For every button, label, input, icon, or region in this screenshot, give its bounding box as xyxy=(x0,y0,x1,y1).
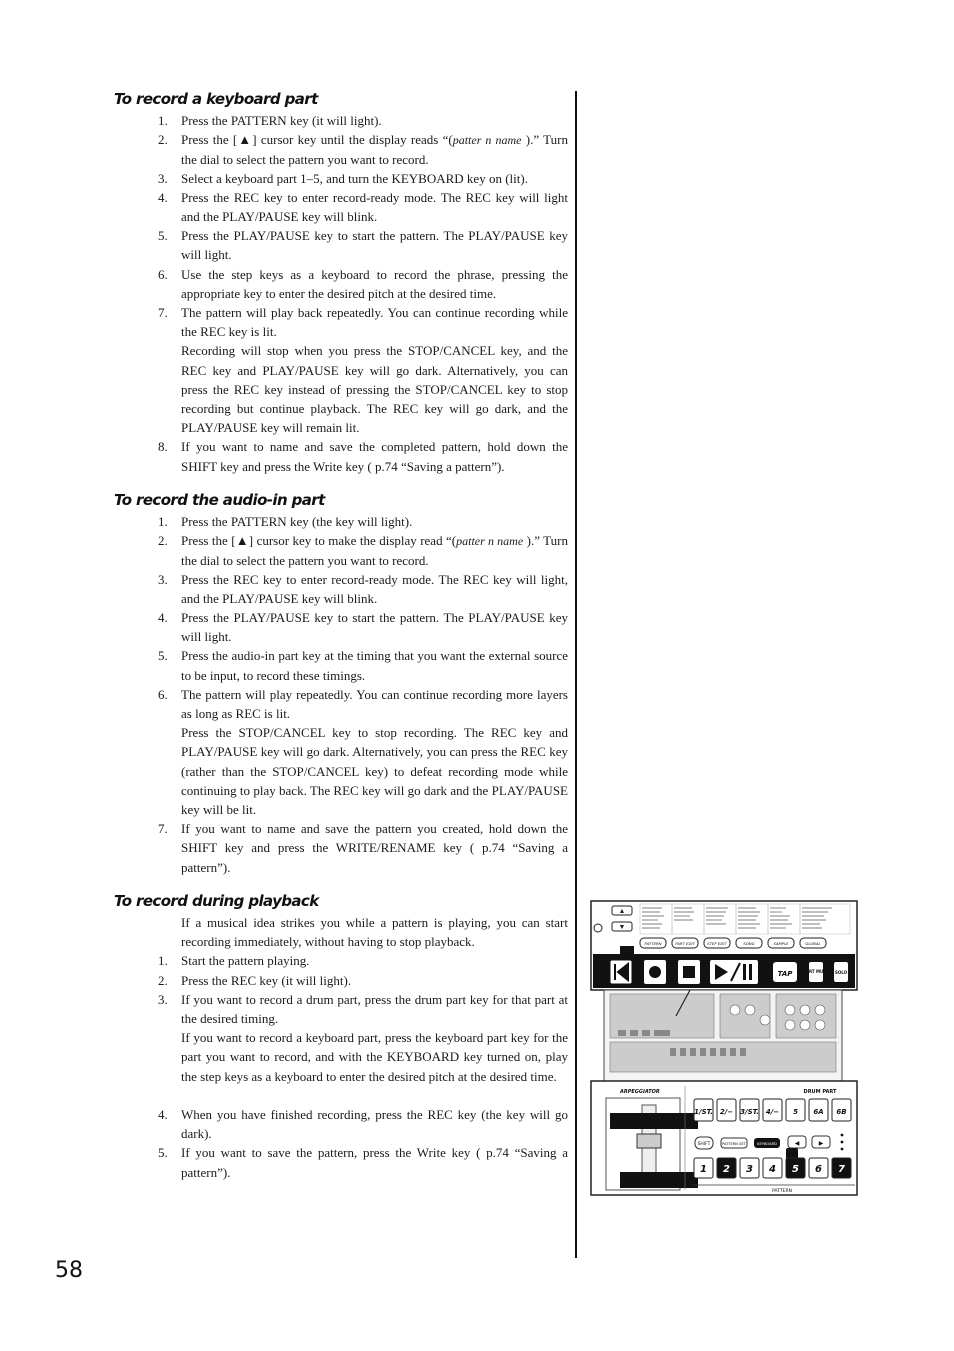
instruction-step xyxy=(114,111,568,130)
step-key-label: 1 xyxy=(700,1164,707,1175)
step-text: Press the STOP/CANCEL key to stop recording. The REC key and PLAY/PAUSE key will go dark. Alternatively, you can press the REC key (rather than the STOP/CANCEL key) to defeat recording mode while continuing to play back. The REC key will go dark and the PLAY/PAUSE key will be lit. xyxy=(181,725,568,817)
step-text: The pattern will play repeatedly. You can continue recording more layers as long as REC is lit. xyxy=(181,686,568,721)
instruction-step xyxy=(114,1028,568,1105)
step-number: 4. xyxy=(158,610,168,625)
step-key-label: 3 xyxy=(746,1164,753,1175)
step-number: 6. xyxy=(158,266,168,282)
step-text: Recording will stop when you press the STOP/CANCEL key, and the REC key and PLAY/PAUSE key will go dark. Alternatively, you can press the REC key instead of pressing the STOP/CANCEL key to stop recording but continue playback. The REC key will go dark, and the PLAY/PAUSE key will remain lit. xyxy=(181,343,568,436)
step-text: If a musical idea strikes you while a pattern is playing, you can start recording immediately, without having to stop playback. xyxy=(181,915,568,950)
svg-text:DRUM PART: DRUM PART xyxy=(803,1089,837,1095)
step-text: If you want to record a keyboard part, press the keyboard part key for the part you want to record, and with the KEYBOARD key turned on, play the step keys as a keyboard to enter the desired pitch at the desired time. xyxy=(181,1030,568,1084)
instruction-step xyxy=(114,265,568,303)
instruction-step xyxy=(114,723,568,819)
mode-key-label: GLOBAL xyxy=(805,941,821,946)
instruction-step xyxy=(114,685,568,723)
mode-key-label: SONG xyxy=(743,941,755,946)
step-number: 4. xyxy=(158,1107,168,1122)
step-text: Press the REC key (it will light). xyxy=(181,972,352,988)
column-divider xyxy=(575,91,577,1258)
instruction-step xyxy=(114,990,568,1028)
step-text: Start the pattern playing. xyxy=(181,953,310,969)
step-key-label: 7 xyxy=(838,1164,845,1175)
step-text-part: Press the [▲] cursor key to make the display read “( xyxy=(181,533,457,549)
instruction-step xyxy=(114,951,568,970)
step-number: 2. xyxy=(158,972,168,988)
step-text-part: Press the [▲] cursor key until the display reads “( xyxy=(181,132,453,148)
svg-text:PART MUTE: PART MUTE xyxy=(803,969,829,974)
step-text: Press the PLAY/PAUSE key to start the pattern. The PLAY/PAUSE key will light. xyxy=(181,610,568,645)
page-number: 58 xyxy=(55,1258,83,1283)
step-number: 5. xyxy=(158,228,168,244)
step-number: 1. xyxy=(158,514,168,529)
step-text: Press the REC key to enter record-ready mode. The REC key will light, and the PLAY/PAUSE key will blink. xyxy=(181,571,568,606)
instruction-step xyxy=(114,226,568,264)
step-number: 2. xyxy=(158,132,168,148)
step-text: Press the PLAY/PAUSE key to start the pattern. The PLAY/PAUSE key will light. xyxy=(181,228,568,263)
step-text: If you want to record a drum part, press the drum part key for that part at the desired timing. xyxy=(181,991,568,1026)
instruction-step xyxy=(114,819,568,877)
step-text: When you have finished recording, press the REC key (the key will go dark). xyxy=(181,1107,568,1142)
step-number: 6. xyxy=(158,686,168,702)
mode-key-label: PATTERN xyxy=(644,941,662,946)
drum-part-key-label: 6B xyxy=(836,1108,847,1116)
step-text xyxy=(181,130,568,169)
step-key-label: 6 xyxy=(815,1164,822,1175)
svg-text:SHIFT: SHIFT xyxy=(697,1142,711,1147)
drum-part-keys xyxy=(694,1099,851,1121)
step-text: If you want to save the pattern, press the Write key ( p.74 “Saving a pattern”). xyxy=(181,1145,568,1180)
instruction-step xyxy=(114,971,568,990)
step-text: If you want to name and save the completed pattern, hold down the SHIFT key and press the Write key ( p.74 “Saving a pattern”). xyxy=(181,439,568,474)
step-number: 7. xyxy=(158,821,168,837)
step-number: 3. xyxy=(158,991,168,1007)
step-number: 5. xyxy=(158,1145,168,1161)
step-text-part: ).” Turn the dial to select the pattern you want to record. xyxy=(181,132,568,168)
instruction-step xyxy=(114,188,568,226)
svg-text:▶: ▶ xyxy=(818,1141,824,1147)
step-text-part: ).” Turn the dial to select the pattern you want to record. xyxy=(181,533,568,569)
step-number: 1. xyxy=(158,113,168,128)
step-key-label: 4 xyxy=(769,1164,776,1175)
step-number: 8. xyxy=(158,439,168,455)
mode-key-label: PART EDIT xyxy=(675,941,695,946)
drum-part-key-label: 3/ST. xyxy=(740,1108,759,1116)
svg-text:▲: ▲ xyxy=(618,907,626,915)
step-key-label: 2 xyxy=(723,1164,730,1175)
instruction-step xyxy=(114,646,568,684)
step-text: If you want to name and save the pattern you created, hold down the SHIFT key and press the WRITE/RENAME key ( p.74 “Saving a pattern”). xyxy=(181,821,568,875)
svg-text:PATTERN: PATTERN xyxy=(772,1189,792,1194)
step-text: The pattern will play back repeatedly. You can continue recording while the REC key is lit. xyxy=(181,305,568,340)
step-number: 3. xyxy=(158,571,168,587)
svg-text:ARPEGGIATOR: ARPEGGIATOR xyxy=(620,1089,660,1095)
instruction-step xyxy=(114,130,568,168)
section-heading: To record during playback xyxy=(114,892,319,910)
drum-part-key-label: 4/− xyxy=(765,1108,780,1116)
svg-text:▼: ▼ xyxy=(618,923,626,931)
instruction-step xyxy=(114,1105,568,1143)
instruction-step xyxy=(114,531,568,569)
step-number: 4. xyxy=(158,189,168,205)
instruction-step xyxy=(114,341,568,437)
drum-part-key-label: 1/ST. xyxy=(694,1108,713,1116)
step-number: 3. xyxy=(158,170,168,186)
drum-part-key-label: 2/− xyxy=(719,1108,734,1116)
drum-part-key-label: 6A xyxy=(813,1108,824,1116)
step-number: 1. xyxy=(158,953,168,969)
instruction-step xyxy=(114,608,568,646)
step-text: Press the audio-in part key at the timing that you want the external source to be input, to record these timings. xyxy=(181,648,568,683)
svg-text:SOLO: SOLO xyxy=(834,970,848,975)
svg-text:PATTERN SET: PATTERN SET xyxy=(722,1142,746,1146)
step-keys xyxy=(694,1158,851,1178)
step-number: 5. xyxy=(158,648,168,664)
step-key-label: 5 xyxy=(792,1164,799,1175)
display-name-placeholder: patter n name xyxy=(456,534,524,549)
step-text: Press the PATTERN key (it will light). xyxy=(181,113,382,128)
mode-key-label: SAMPLE xyxy=(773,941,789,946)
mode-key-label: STEP EDIT xyxy=(707,941,727,946)
svg-text:◀: ◀ xyxy=(794,1141,800,1147)
step-text: Press the PATTERN key (the key will light). xyxy=(181,514,413,529)
step-number: 7. xyxy=(158,305,168,320)
step-text: Use the step keys as a keyboard to record the phrase, pressing the appropriate key to enter the desired pitch at the desired time. xyxy=(181,266,568,301)
instruction-step xyxy=(114,913,568,951)
section-heading: To record the audio-in part xyxy=(114,491,325,509)
step-text: Press the REC key to enter record-ready mode. The REC key will light and the PLAY/PAUSE key will blink. xyxy=(181,189,568,224)
instruction-step xyxy=(114,437,568,475)
drum-part-key-label: 5 xyxy=(793,1108,798,1116)
device-panel-illustration xyxy=(590,900,858,1196)
instruction-step xyxy=(114,303,568,341)
svg-text:KEYBOARD: KEYBOARD xyxy=(757,1142,777,1146)
display-name-placeholder: patter n name xyxy=(452,133,522,148)
svg-text:TAP: TAP xyxy=(777,970,793,978)
step-text: Select a keyboard part 1–5, and turn the KEYBOARD key on (lit). xyxy=(181,170,528,186)
step-text xyxy=(181,531,568,570)
instruction-step xyxy=(114,169,568,188)
instruction-step xyxy=(114,1143,568,1181)
instruction-step xyxy=(114,512,568,531)
section-heading: To record a keyboard part xyxy=(114,90,318,108)
instruction-step xyxy=(114,570,568,608)
step-number: 2. xyxy=(158,533,168,549)
